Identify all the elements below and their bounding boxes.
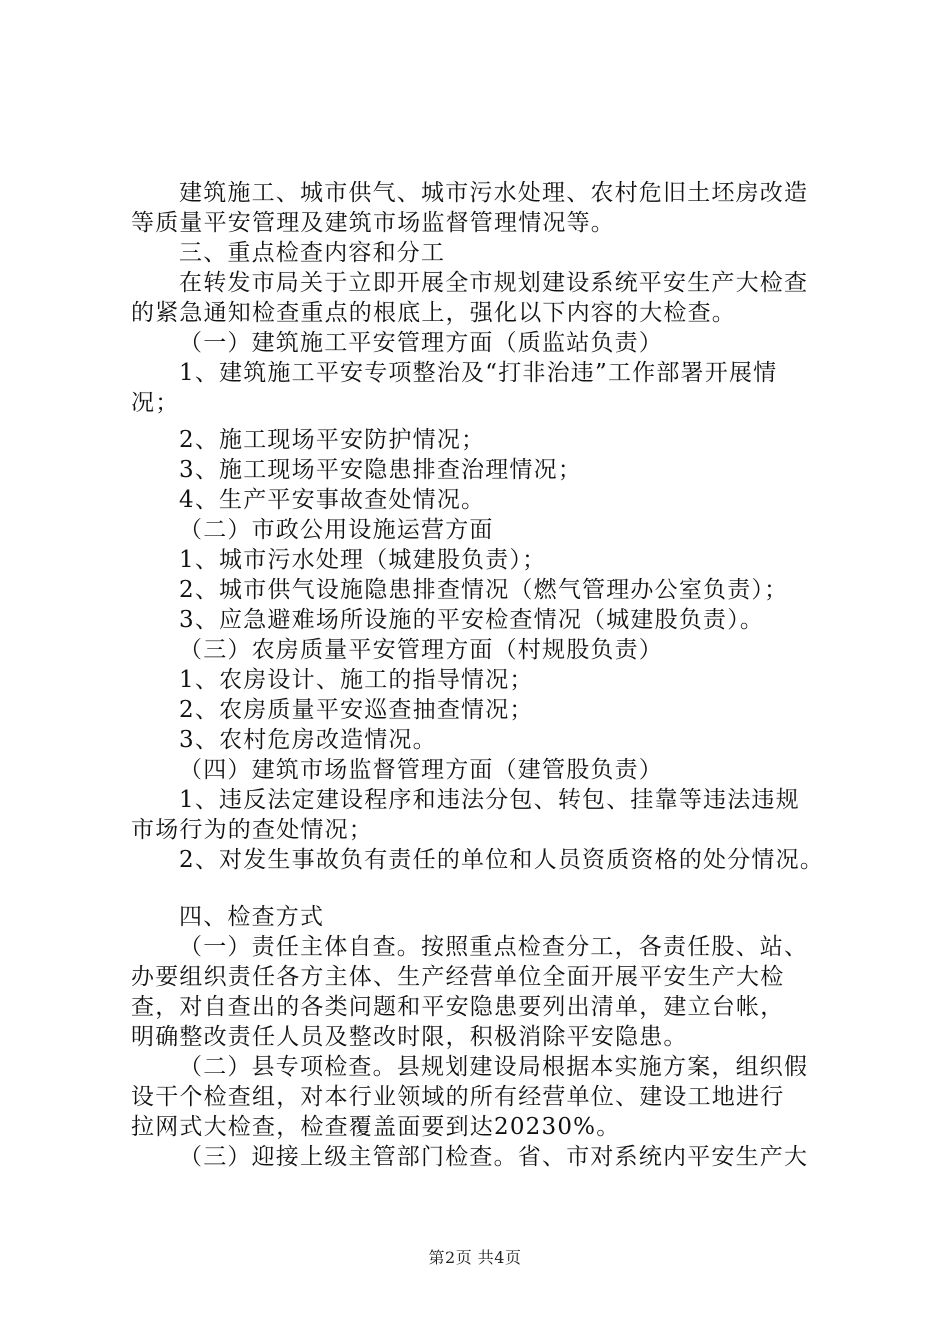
section-heading: 三、重点检查内容和分工 <box>179 240 446 266</box>
paragraph-line: 设干个检查组，对本行业领域的所有经营单位、建设工地进行 <box>131 1084 785 1110</box>
paragraph-line: 等质量平安管理及建筑市场监督管理情况等。 <box>131 210 615 236</box>
subsection-heading: （三）农房质量平安管理方面（村规股负责） <box>179 637 663 663</box>
paragraph-line: 办要组织责任各方主体、生产经营单位全面开展平安生产大检 <box>131 964 785 990</box>
paragraph-line: 查，对自查出的各类问题和平安隐患要列出清单，建立台帐， <box>131 994 785 1020</box>
paragraph-line: （三）迎接上级主管部门检查。省、市对系统内平安生产大 <box>179 1144 809 1170</box>
paragraph-line: （二）县专项检查。县规划建设局根据本实施方案，组织假 <box>179 1054 809 1080</box>
paragraph-line: （一）责任主体自查。按照重点检查分工，各责任股、站、 <box>179 934 809 960</box>
list-item: 2、农房质量平安巡查抽查情况； <box>179 697 534 723</box>
list-item: 3、施工现场平安隐患排查治理情况； <box>179 457 583 483</box>
section-heading: 四、检查方式 <box>179 904 325 930</box>
list-item: 况； <box>131 390 180 416</box>
list-item: 3、农村危房改造情况。 <box>179 727 437 753</box>
list-item: 1、建筑施工平安专项整治及“打非治违”工作部署开展情 <box>179 360 778 386</box>
paragraph-line: 在转发市局关于立即开展全市规划建设系统平安生产大检查 <box>179 270 809 296</box>
list-item: 3、应急避难场所设施的平安检查情况（城建股负责）。 <box>179 607 765 633</box>
paragraph-line: 建筑施工、城市供气、城市污水处理、农村危旧土坯房改造 <box>179 180 809 206</box>
list-item: 4、生产平安事故查处情况。 <box>179 487 486 513</box>
list-item: 1、违反法定建设程序和违法分包、转包、挂靠等违法违规 <box>179 787 800 813</box>
subsection-heading: （一）建筑施工平安管理方面（质监站负责） <box>179 330 663 356</box>
list-item: 2、城市供气设施隐患排查情况（燃气管理办公室负责）； <box>179 577 789 603</box>
list-item: 2、施工现场平安防护情况； <box>179 427 486 453</box>
list-item: 市场行为的查处情况； <box>131 817 373 843</box>
subsection-heading: （四）建筑市场监督管理方面（建管股负责） <box>179 757 663 783</box>
list-item: 1、农房设计、施工的指导情况； <box>179 667 534 693</box>
list-item: 1、城市污水处理（城建股负责）； <box>179 547 547 573</box>
paragraph-line: 明确整改责任人员及整改时限，积极消除平安隐患。 <box>131 1024 688 1050</box>
subsection-heading: （二）市政公用设施运营方面 <box>179 517 494 543</box>
page-footer: 第2页 共4页 <box>428 1248 522 1267</box>
list-item: 2、对发生事故负有责任的单位和人员资质资格的处分情况。 <box>179 847 825 873</box>
paragraph-line: 拉网式大检查，检查覆盖面要到达20230%。 <box>131 1114 621 1140</box>
paragraph-line: 的紧急通知检查重点的根底上，强化以下内容的大检查。 <box>131 300 736 326</box>
